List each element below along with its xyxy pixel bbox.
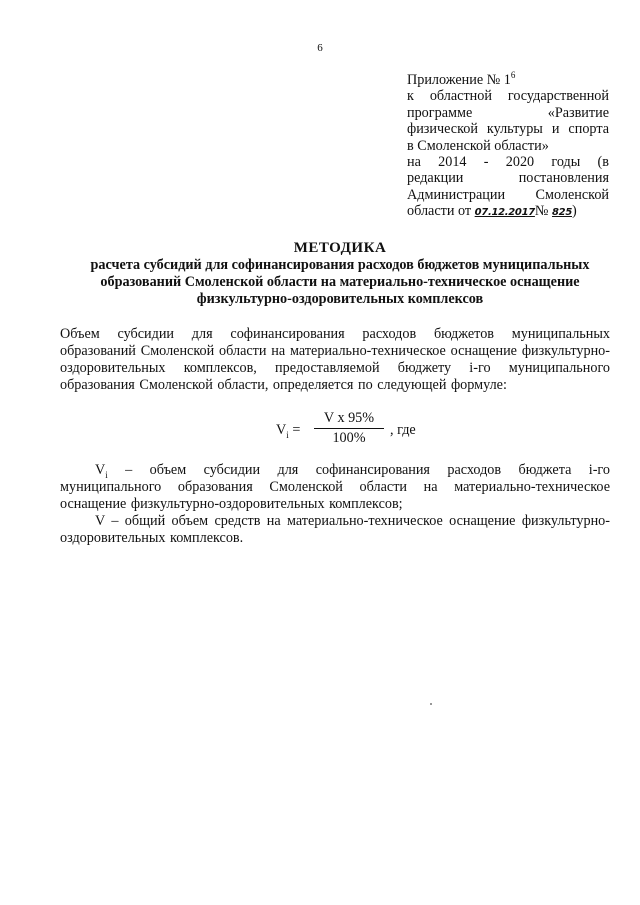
- appendix-line-9: области от 07.12.2017№ 825): [407, 203, 577, 220]
- title-heading: МЕТОДИКА: [293, 240, 387, 256]
- definition-vi: $V_i$ – объем субсидии для софинансирования расходов бюджета i-го муниципального образования Смоленской области на материально-техническое оснащение физкультурно-оздоровительных комплексов;: [60, 462, 610, 512]
- appendix-line-8: Администрации Смоленской: [407, 186, 609, 203]
- page-number: 6: [317, 42, 323, 54]
- formula-denominator: 100%: [332, 430, 366, 446]
- title-subtitle: расчета субсидий для софинансирования расходов бюджетов муниципальных образований Смоленской области на материально-техническое оснащение физкультурно-оздоровительных комплексов: [90, 257, 590, 307]
- formula-fraction: [314, 410, 384, 447]
- scan-speck: [430, 703, 432, 705]
- handwritten-number: 825: [552, 207, 572, 219]
- appendix-superscript: 6: [510, 70, 516, 80]
- appendix-line-7: редакции постановления: [407, 170, 609, 187]
- appendix-line-5: в Смоленской области»: [407, 137, 549, 154]
- appendix-line-6: на 2014 - 2020 годы (в: [407, 154, 609, 171]
- definition-v: V – общий объем средств на материально-техническое оснащение физкультурно-оздоровительных комплексов.: [60, 513, 610, 546]
- appendix-line-3: программе «Развитие: [407, 104, 609, 121]
- formula-numerator: V х 95%: [314, 410, 384, 429]
- appendix-line-2: к областной государственной: [407, 88, 609, 105]
- appendix-header: [407, 72, 609, 222]
- appendix-line-4: физической культуры и спорта: [407, 121, 609, 138]
- formula-lhs: $V_i$ =: [276, 422, 301, 440]
- intro-paragraph: Объем субсидии для софинансирования расходов бюджетов муниципальных образований Смоленской области на материально-техническое оснащение физкультурно-оздоровительных комплексов, предоставляемой бюджету i-го муниципального образования Смоленской области, определяется по следующей формуле:: [60, 326, 610, 393]
- appendix-line-1: Приложение № $1^6$: [407, 70, 516, 88]
- document-title: [60, 240, 620, 308]
- formula-tail: , где: [390, 422, 416, 438]
- number-sign: №: [534, 203, 549, 220]
- handwritten-date: 07.12.2017: [474, 207, 535, 219]
